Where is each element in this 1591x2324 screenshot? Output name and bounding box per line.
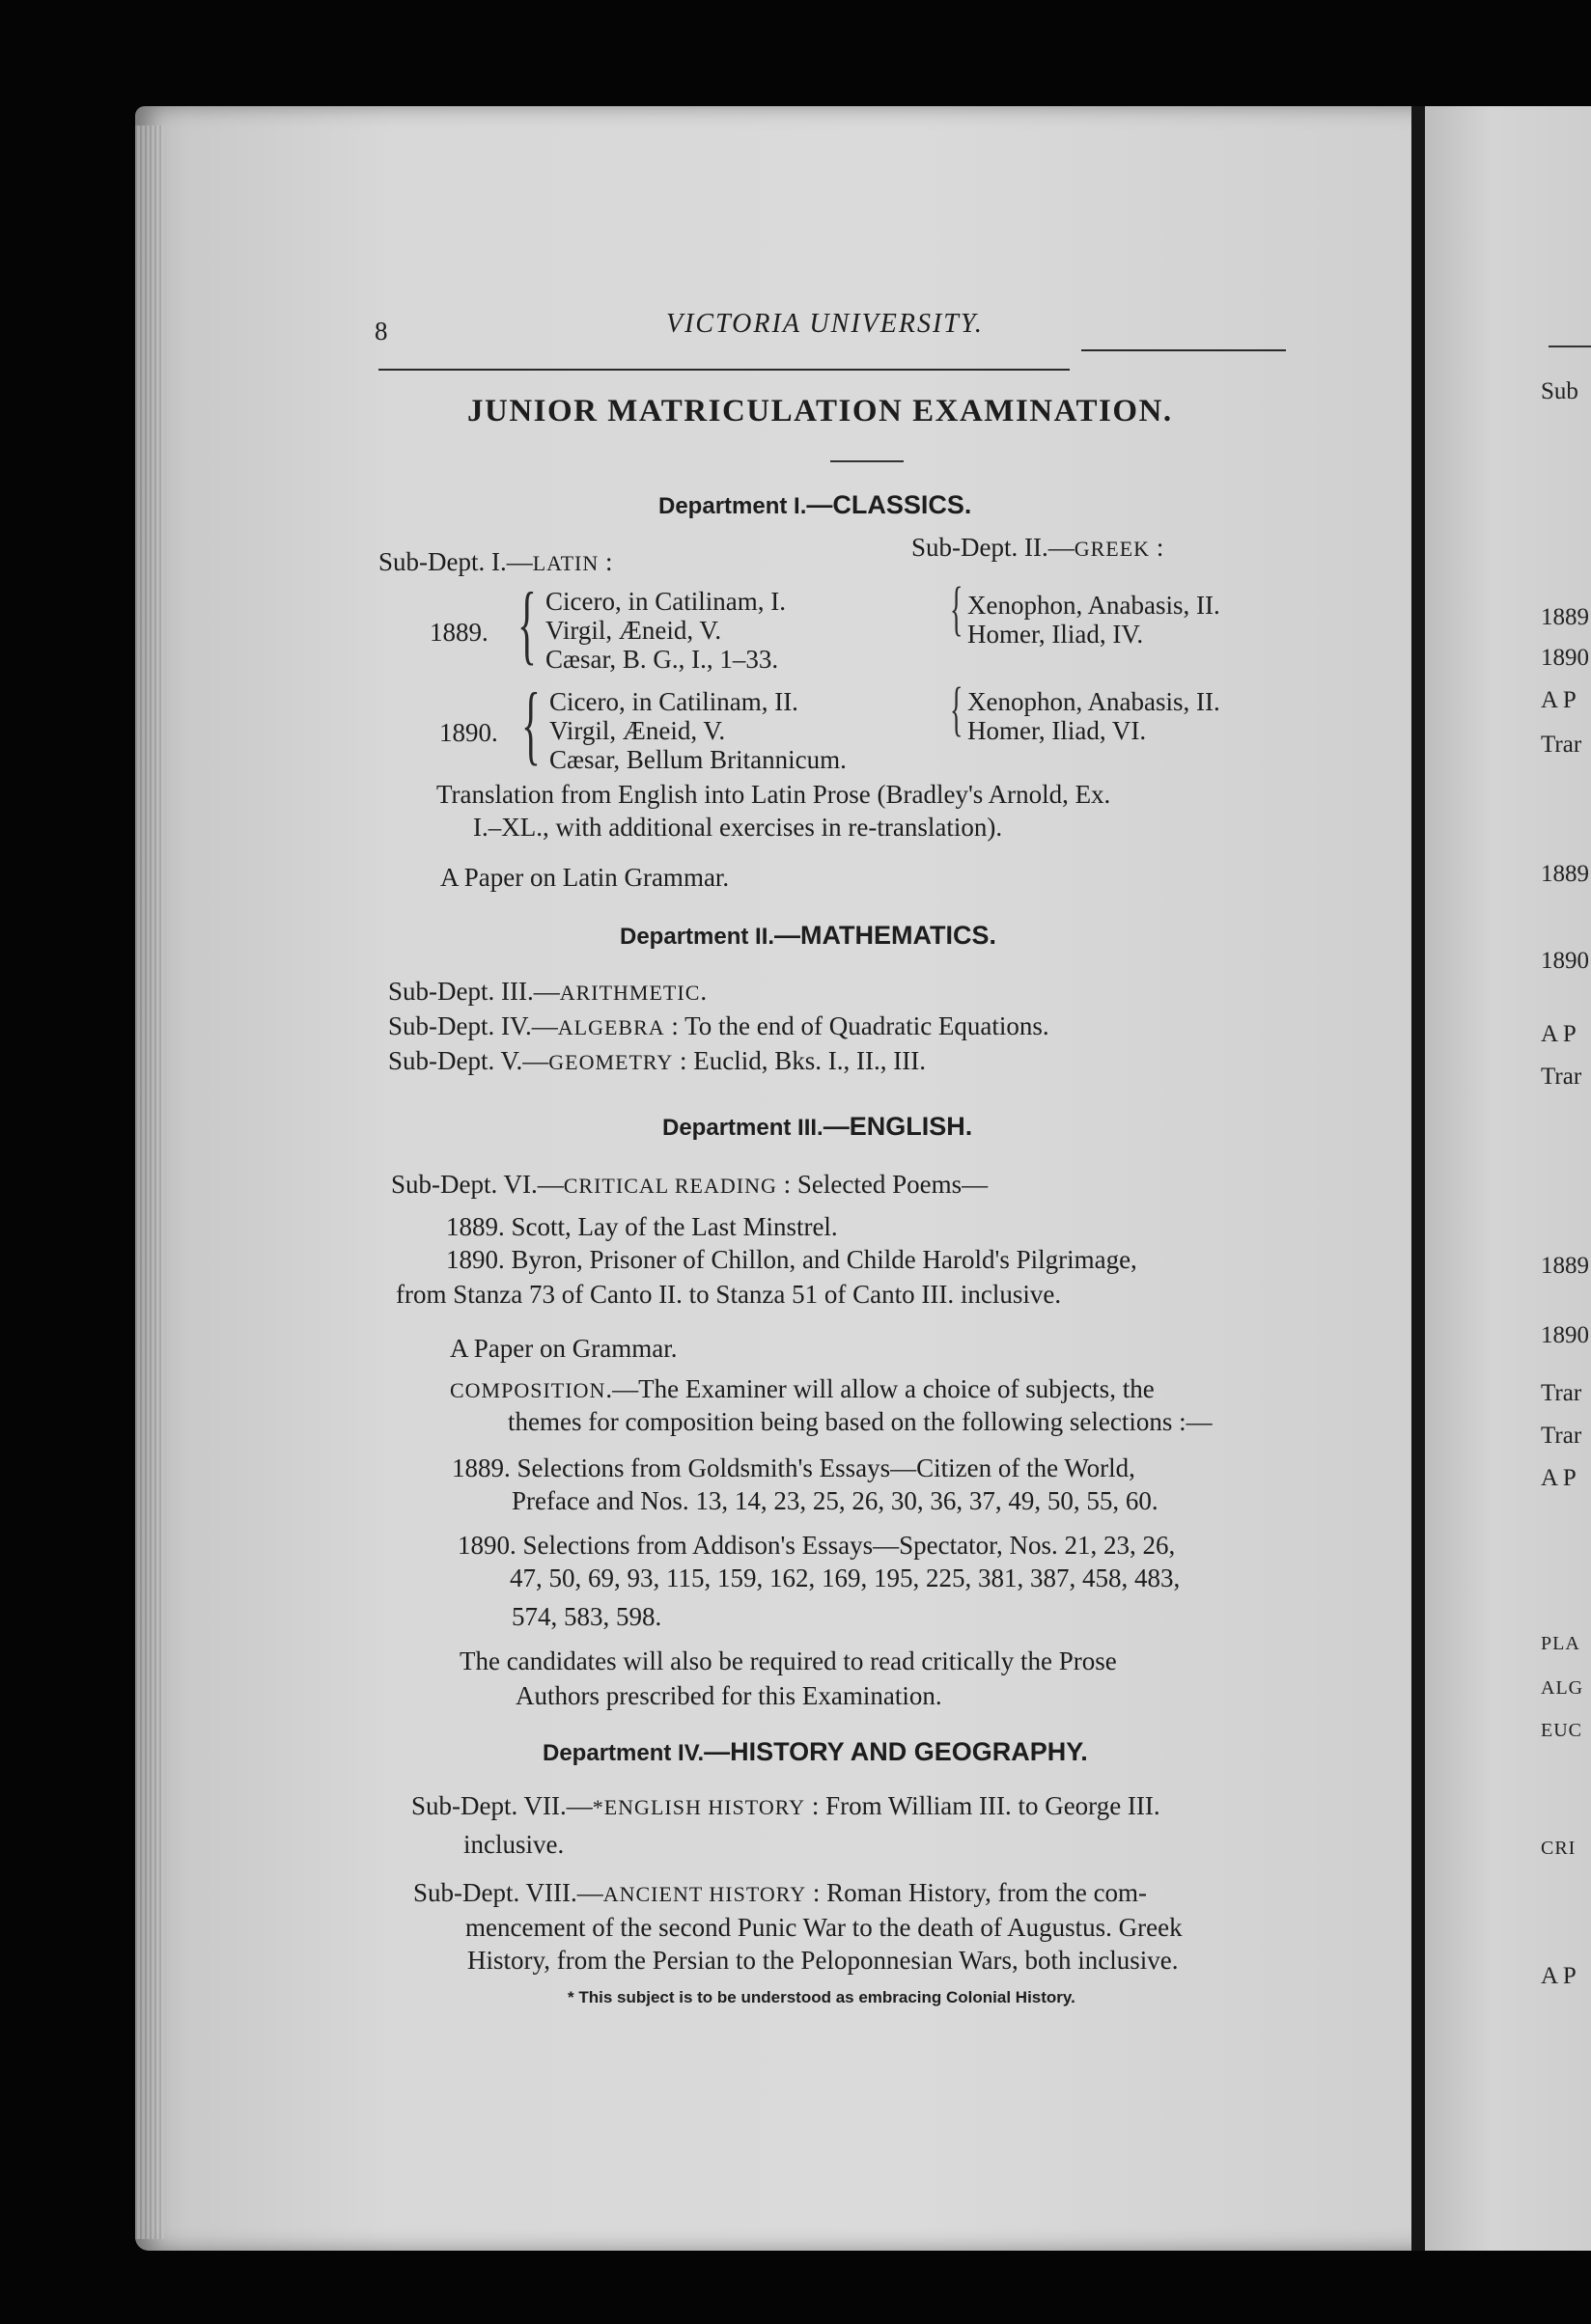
facing-page-fragment: 1890 [1541, 645, 1589, 671]
dept-name: —HISTORY AND GEOGRAPHY. [704, 1737, 1088, 1766]
sub-name: LATIN [532, 551, 600, 575]
footnote: * This subject is to be understood as embracing Colonial History. [568, 1988, 1075, 2006]
selections-1889-line-2: Preface and Nos. 13, 14, 23, 25, 26, 30, 36, 37, 49, 50, 55, 60. [512, 1486, 1158, 1515]
facing-page-fragment: CRI [1541, 1838, 1577, 1859]
latin-1889-1: Cicero, in Catilinam, I. [545, 587, 786, 616]
composition-line-2: themes for composition being based on the following selections :— [508, 1407, 1213, 1436]
latin-1890-1: Cicero, in Catilinam, II. [549, 687, 798, 716]
sub-dept-critical-reading [391, 1170, 988, 1200]
sub-suffix: : [599, 547, 613, 576]
facing-page-fragment: ALG [1541, 1677, 1584, 1699]
dept-mathematics-heading [620, 921, 996, 951]
sub-rest: : To the end of Quadratic Equations. [664, 1011, 1049, 1040]
facing-page-fragment: 1890 [1541, 948, 1589, 974]
sub-suffix: : [1150, 533, 1164, 562]
facing-page-fragment: A P [1541, 1465, 1577, 1491]
dept-history-heading [543, 1737, 1088, 1767]
sub-rest: : Selected Poems— [776, 1170, 989, 1199]
dept-name: —CLASSICS. [806, 490, 972, 519]
selections-1890-line-2: 47, 50, 69, 93, 115, 159, 162, 169, 195, 225, 381, 387, 458, 483, [510, 1563, 1181, 1592]
latin-1889-3: Cæsar, B. G., I., 1–33. [545, 645, 779, 674]
selections-1890-line-1: 1890. Selections from Addison's Essays—Spectator, Nos. 21, 23, 26, [458, 1531, 1176, 1560]
running-title: VICTORIA UNIVERSITY. [666, 309, 984, 339]
dept-name: —MATHEMATICS. [774, 921, 997, 950]
facing-page-fragment: A P [1541, 1021, 1577, 1047]
sub-rest: : Roman History, from the com- [806, 1878, 1148, 1907]
ancient-history-line-2: mencement of the second Punic War to the death of Augustus. Greek [465, 1913, 1183, 1942]
composition-text: .—The Examiner will allow a choice of subjects, the [605, 1374, 1155, 1403]
facing-page-rule [1549, 346, 1591, 347]
year-1889: 1889. [430, 618, 488, 647]
translation-line-1: Translation from English into Latin Prose (Bradley's Arnold, Ex. [436, 780, 1111, 809]
sub-prefix: Sub-Dept. IV.— [388, 1011, 558, 1040]
facing-page-fragment: A P [1541, 687, 1577, 713]
dept-lead: Department IV. [543, 1740, 705, 1766]
sub-name: CRITICAL READING [563, 1174, 777, 1198]
latin-1889-2: Virgil, Æneid, V. [545, 616, 722, 645]
sub-prefix: Sub-Dept. III.— [388, 977, 560, 1006]
composition-line-1 [450, 1374, 1155, 1404]
sub-name: ARITHMETIC [559, 981, 701, 1005]
facing-page-fragment: EUC [1541, 1720, 1582, 1741]
english-grammar: A Paper on Grammar. [450, 1334, 678, 1363]
poem-1890-line-2: from Stanza 73 of Canto II. to Stanza 51 of Canto III. inclusive. [396, 1280, 1062, 1309]
sub-prefix: Sub-Dept. VIII.— [413, 1878, 603, 1907]
facing-page-fragment: PLA [1541, 1633, 1580, 1654]
greek-1890-1: Xenophon, Anabasis, II. [967, 687, 1220, 716]
sub-prefix: Sub-Dept. V.— [388, 1046, 549, 1075]
dept-lead: Department III. [662, 1115, 823, 1141]
facing-page-fragment: Sub [1541, 378, 1578, 404]
page-number: 8 [375, 317, 388, 346]
sub-name: ANCIENT HISTORY [602, 1882, 807, 1906]
brace: { [950, 576, 963, 642]
sub-name: GREEK [1074, 537, 1151, 561]
brace: { [521, 675, 541, 773]
sub-dept-english-history [411, 1791, 1160, 1821]
sub-prefix: Sub-Dept. I.— [378, 547, 533, 576]
year-1890: 1890. [439, 718, 498, 747]
ancient-history-line-3: History, from the Persian to the Peloponnesian Wars, both inclusive. [467, 1946, 1179, 1975]
sub-name: GEOMETRY [548, 1050, 674, 1074]
sub-dept-algebra [388, 1011, 1049, 1041]
latin-1890-2: Virgil, Æneid, V. [549, 716, 726, 745]
selections-1890-line-3: 574, 583, 598. [512, 1602, 662, 1631]
poem-1889: 1889. Scott, Lay of the Last Minstrel. [446, 1212, 838, 1241]
translation-line-2: I.–XL., with additional exercises in re-translation). [473, 813, 1003, 842]
facing-page-fragment: 1889 [1541, 1253, 1589, 1279]
dept-english-heading [662, 1112, 972, 1142]
facing-page-fragment: Trar [1541, 1064, 1582, 1090]
dept-lead: Department I. [658, 493, 807, 519]
facing-page-fragment: Trar [1541, 732, 1582, 758]
sub-dept-arithmetic [388, 977, 707, 1007]
brace: { [517, 574, 537, 673]
title-rule [830, 460, 904, 462]
facing-page-fragment: Trar [1541, 1423, 1582, 1449]
sub-name: ALGEBRA [557, 1015, 665, 1039]
greek-1890-2: Homer, Iliad, VI. [967, 716, 1147, 745]
facing-page-fragment: Trar [1541, 1380, 1582, 1406]
sub-dept-geometry [388, 1046, 926, 1076]
composition-label: COMPOSITION [450, 1378, 606, 1402]
sub-dept-latin [378, 547, 613, 577]
sub-prefix: Sub-Dept. VII.— [411, 1791, 593, 1820]
facing-page-fragment: 1890 [1541, 1322, 1589, 1348]
facing-page-fragment: 1889 [1541, 604, 1589, 630]
dept-lead: Department II. [620, 924, 775, 950]
sub-rest: . [700, 977, 708, 1006]
latin-grammar: A Paper on Latin Grammar. [440, 863, 730, 892]
english-history-line-2: inclusive. [463, 1830, 565, 1859]
selections-1889-line-1: 1889. Selections from Goldsmith's Essays—Citizen of the World, [452, 1453, 1135, 1482]
dept-name: —ENGLISH. [823, 1112, 973, 1141]
facing-page-fragment: 1889 [1541, 861, 1589, 887]
sub-rest: : Euclid, Bks. I., II., III. [673, 1046, 926, 1075]
dept-classics-heading [658, 490, 971, 520]
greek-1889-2: Homer, Iliad, IV. [967, 620, 1144, 649]
poem-1890-line-1: 1890. Byron, Prisoner of Chillon, and Childe Harold's Pilgrimage, [446, 1245, 1137, 1274]
facing-page-fragment: A P [1541, 1963, 1577, 1989]
header-rule [378, 369, 1070, 371]
sub-name: *ENGLISH HISTORY [592, 1795, 806, 1819]
sub-rest: : From William III. to George III. [805, 1791, 1160, 1820]
header-rule-right [1081, 349, 1286, 351]
greek-1889-1: Xenophon, Anabasis, II. [967, 591, 1220, 620]
sub-prefix: Sub-Dept. VI.— [391, 1170, 564, 1199]
sub-prefix: Sub-Dept. II.— [911, 533, 1075, 562]
prose-line-1: The candidates will also be required to read critically the Prose [460, 1646, 1117, 1675]
main-title: JUNIOR MATRICULATION EXAMINATION. [467, 394, 1173, 429]
prose-line-2: Authors prescribed for this Examination. [516, 1681, 942, 1710]
sub-dept-ancient-history [413, 1878, 1147, 1908]
latin-1890-3: Cæsar, Bellum Britannicum. [549, 745, 847, 774]
brace: { [950, 677, 963, 742]
sub-dept-greek [911, 533, 1163, 563]
